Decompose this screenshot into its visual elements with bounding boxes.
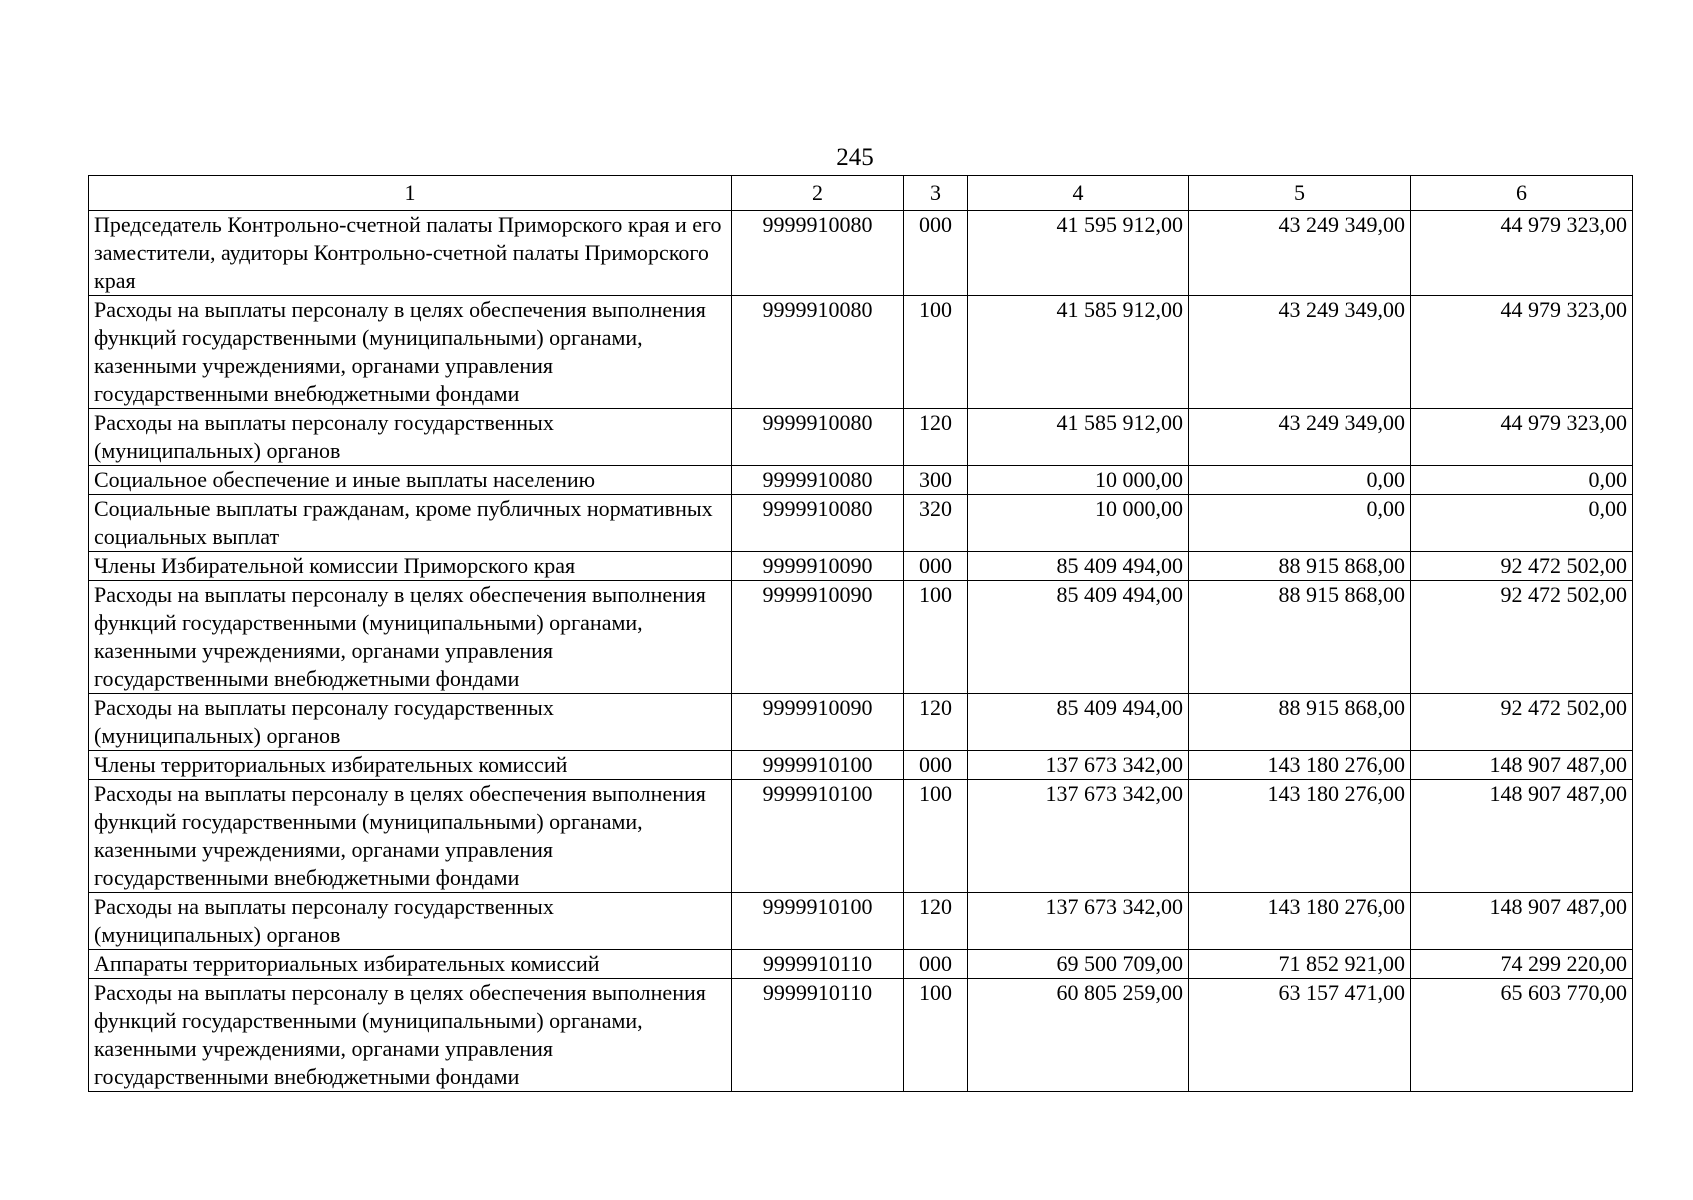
column-header: 3 [904, 176, 968, 211]
row-amount-6: 148 907 487,00 [1411, 751, 1633, 780]
row-code: 9999910100 [732, 893, 904, 950]
row-kind: 100 [904, 780, 968, 893]
row-amount-4: 85 409 494,00 [968, 552, 1189, 581]
row-amount-6: 65 603 770,00 [1411, 979, 1633, 1092]
row-amount-6: 148 907 487,00 [1411, 893, 1633, 950]
row-kind: 000 [904, 751, 968, 780]
row-kind: 120 [904, 893, 968, 950]
row-amount-4: 10 000,00 [968, 466, 1189, 495]
row-amount-4: 137 673 342,00 [968, 751, 1189, 780]
row-amount-5: 71 852 921,00 [1189, 950, 1411, 979]
page-number: 245 [836, 144, 874, 171]
row-amount-5: 143 180 276,00 [1189, 893, 1411, 950]
row-amount-4: 69 500 709,00 [968, 950, 1189, 979]
row-kind: 100 [904, 979, 968, 1092]
row-name: Аппараты территориальных избирательных комиссий [89, 950, 732, 979]
table-row [89, 979, 1633, 1092]
row-amount-6: 92 472 502,00 [1411, 581, 1633, 694]
row-amount-4: 85 409 494,00 [968, 581, 1189, 694]
row-amount-5: 143 180 276,00 [1189, 780, 1411, 893]
budget-table [88, 175, 1633, 1092]
row-kind: 100 [904, 581, 968, 694]
row-name: Председатель Контрольно-счетной палаты Приморского края и его заместители, аудиторы Контрольно-счетной палаты Приморского края [89, 211, 732, 296]
table-row [89, 466, 1633, 495]
table-row [89, 780, 1633, 893]
column-header: 4 [968, 176, 1189, 211]
column-header: 6 [1411, 176, 1633, 211]
row-code: 9999910090 [732, 581, 904, 694]
table-row [89, 495, 1633, 552]
table-body [89, 211, 1633, 1092]
row-kind: 320 [904, 495, 968, 552]
row-amount-6: 148 907 487,00 [1411, 780, 1633, 893]
row-code: 9999910080 [732, 409, 904, 466]
row-amount-5: 88 915 868,00 [1189, 694, 1411, 751]
row-kind: 100 [904, 296, 968, 409]
row-name: Социальное обеспечение и иные выплаты населению [89, 466, 732, 495]
table-row [89, 950, 1633, 979]
row-amount-4: 137 673 342,00 [968, 780, 1189, 893]
row-amount-4: 41 585 912,00 [968, 409, 1189, 466]
row-kind: 000 [904, 211, 968, 296]
column-header: 1 [89, 176, 732, 211]
row-kind: 000 [904, 552, 968, 581]
row-code: 9999910080 [732, 466, 904, 495]
row-amount-4: 41 585 912,00 [968, 296, 1189, 409]
row-name: Расходы на выплаты персоналу в целях обеспечения выполнения функций государственными (муниципальными) органами, казенными учреждениями, органами управления государственными внебюджетными фондами [89, 979, 732, 1092]
table-row [89, 893, 1633, 950]
row-amount-6: 0,00 [1411, 495, 1633, 552]
row-amount-5: 143 180 276,00 [1189, 751, 1411, 780]
row-amount-4: 60 805 259,00 [968, 979, 1189, 1092]
row-code: 9999910080 [732, 296, 904, 409]
row-kind: 300 [904, 466, 968, 495]
row-code: 9999910080 [732, 495, 904, 552]
row-name: Расходы на выплаты персоналу в целях обеспечения выполнения функций государственными (муниципальными) органами, казенными учреждениями, органами управления государственными внебюджетными фондами [89, 780, 732, 893]
row-code: 9999910100 [732, 751, 904, 780]
row-amount-6: 92 472 502,00 [1411, 694, 1633, 751]
row-amount-5: 88 915 868,00 [1189, 581, 1411, 694]
row-name: Социальные выплаты гражданам, кроме публичных нормативных социальных выплат [89, 495, 732, 552]
row-name: Расходы на выплаты персоналу государственных (муниципальных) органов [89, 409, 732, 466]
row-amount-6: 44 979 323,00 [1411, 409, 1633, 466]
table-row [89, 751, 1633, 780]
row-name: Расходы на выплаты персоналу в целях обеспечения выполнения функций государственными (муниципальными) органами, казенными учреждениями, органами управления государственными внебюджетными фондами [89, 296, 732, 409]
row-amount-4: 85 409 494,00 [968, 694, 1189, 751]
row-name: Расходы на выплаты персоналу государственных (муниципальных) органов [89, 893, 732, 950]
row-amount-5: 63 157 471,00 [1189, 979, 1411, 1092]
column-header: 5 [1189, 176, 1411, 211]
row-code: 9999910100 [732, 780, 904, 893]
header-row [89, 176, 1633, 211]
row-code: 9999910090 [732, 694, 904, 751]
table-row [89, 409, 1633, 466]
row-amount-6: 44 979 323,00 [1411, 211, 1633, 296]
row-amount-6: 74 299 220,00 [1411, 950, 1633, 979]
row-code: 9999910080 [732, 211, 904, 296]
table-row [89, 296, 1633, 409]
table-row [89, 552, 1633, 581]
row-amount-5: 88 915 868,00 [1189, 552, 1411, 581]
row-kind: 120 [904, 409, 968, 466]
row-amount-6: 0,00 [1411, 466, 1633, 495]
table-row [89, 694, 1633, 751]
row-code: 9999910110 [732, 979, 904, 1092]
table-row [89, 581, 1633, 694]
row-amount-4: 41 595 912,00 [968, 211, 1189, 296]
row-amount-4: 137 673 342,00 [968, 893, 1189, 950]
table-row [89, 211, 1633, 296]
row-kind: 000 [904, 950, 968, 979]
row-amount-5: 0,00 [1189, 495, 1411, 552]
row-amount-6: 92 472 502,00 [1411, 552, 1633, 581]
row-amount-5: 0,00 [1189, 466, 1411, 495]
row-name: Расходы на выплаты персоналу государственных (муниципальных) органов [89, 694, 732, 751]
row-amount-5: 43 249 349,00 [1189, 409, 1411, 466]
column-header: 2 [732, 176, 904, 211]
row-code: 9999910110 [732, 950, 904, 979]
row-kind: 120 [904, 694, 968, 751]
row-name: Члены Избирательной комиссии Приморского края [89, 552, 732, 581]
row-code: 9999910090 [732, 552, 904, 581]
row-amount-5: 43 249 349,00 [1189, 211, 1411, 296]
row-name: Расходы на выплаты персоналу в целях обеспечения выполнения функций государственными (муниципальными) органами, казенными учреждениями, органами управления государственными внебюджетными фондами [89, 581, 732, 694]
row-amount-5: 43 249 349,00 [1189, 296, 1411, 409]
row-name: Члены территориальных избирательных комиссий [89, 751, 732, 780]
row-amount-4: 10 000,00 [968, 495, 1189, 552]
row-amount-6: 44 979 323,00 [1411, 296, 1633, 409]
